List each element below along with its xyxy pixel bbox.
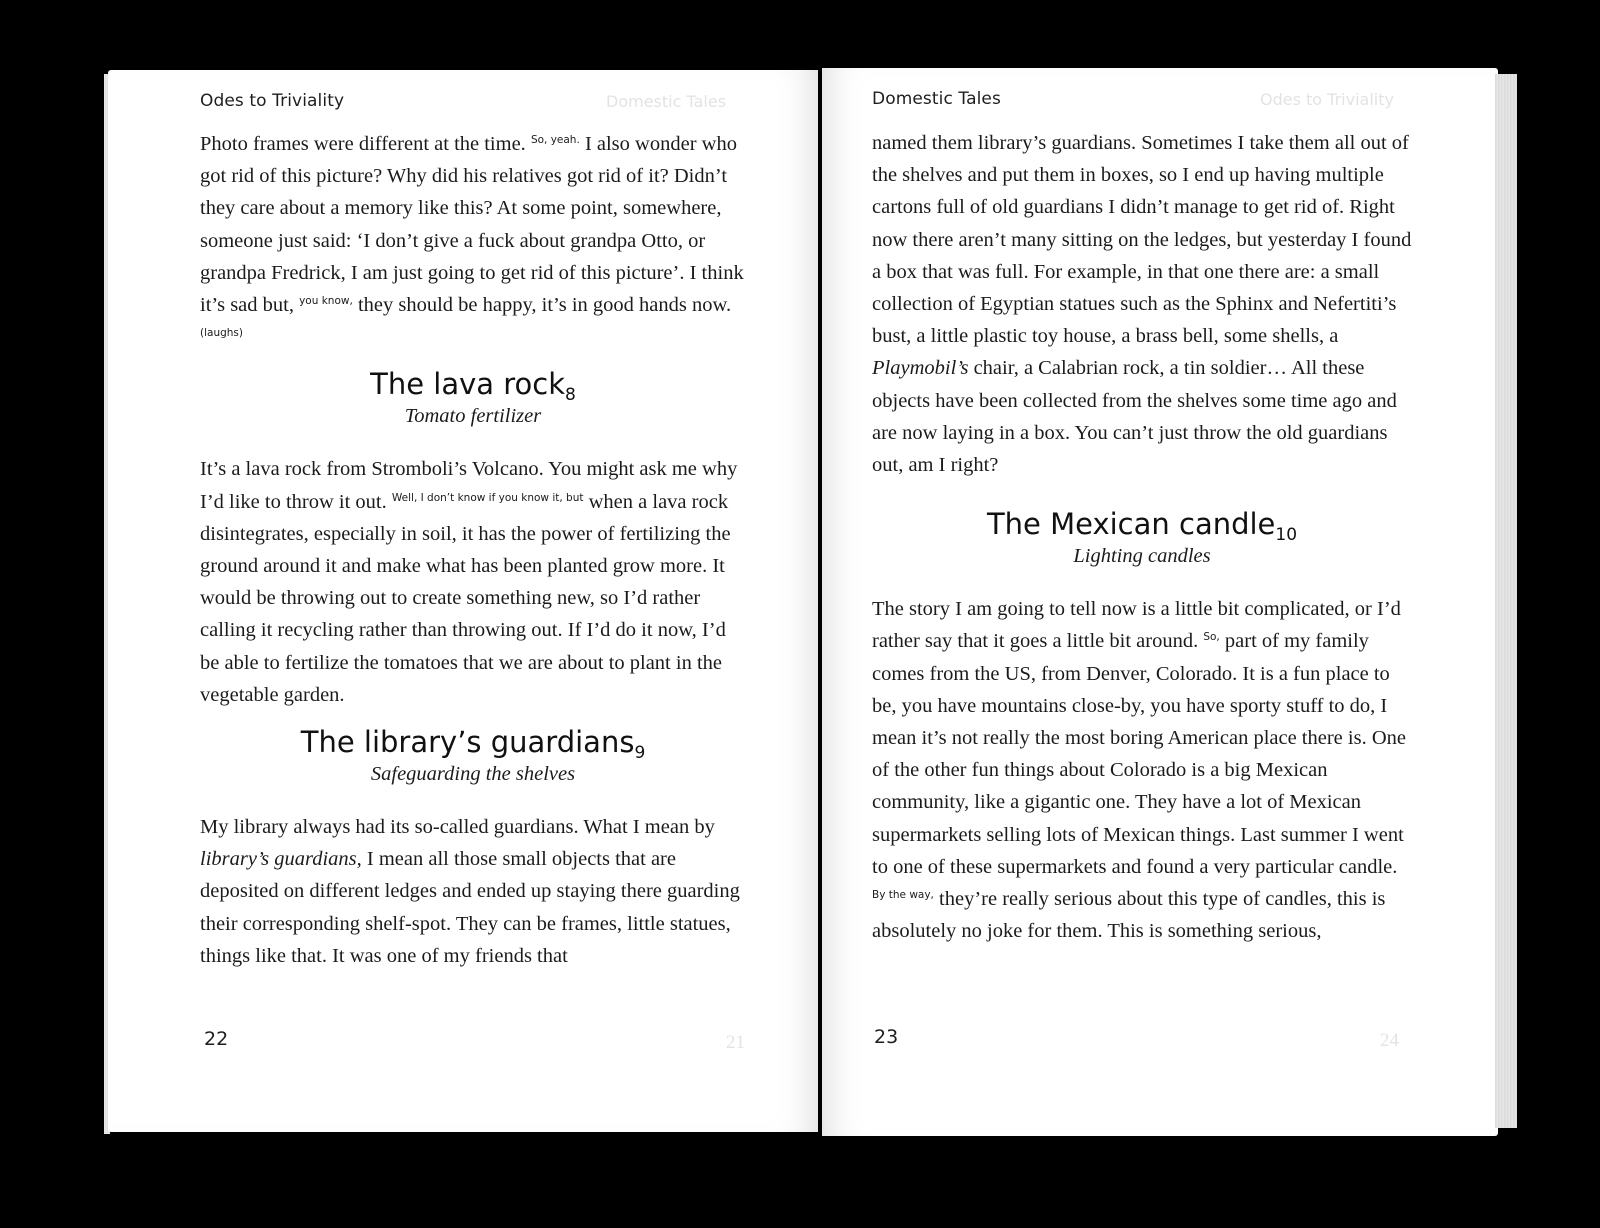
show-through-folio: 21 [726, 1032, 745, 1053]
section-heading-mexican-candle: The Mexican candle$_{10}$ [986, 507, 1298, 546]
left-page [108, 70, 818, 1132]
margin-note: (laughs) [200, 327, 243, 340]
section-heading-library-guardians: The library’s guardians$_9$ [300, 725, 646, 763]
section-number: 9 [634, 742, 646, 763]
margin-note: Well, I don’t know if you know it, but [391, 491, 584, 504]
margin-note: So, [1203, 631, 1220, 644]
right-text-column [872, 127, 1412, 947]
margin-note: So, yeah. [530, 134, 580, 147]
margin-note: By the way, [872, 889, 934, 902]
section-subtitle: Lighting candles [1073, 545, 1211, 568]
paragraph-intro: Photo frames were different at the time. $^{So, yeah.}$ I also wonder who got rid of this picture? Why did his relatives got rid of it? Didn’t they care about a memory like this? At some point, somewhere, someone just said: ‘I don’t give a fuck about grandpa Otto, or grandpa Fredrick, I am just going to get rid of this picture’. I think it’s sad but, $^{you know,}$ they should be happy, it’s in good hands now. $^{(laughs)}$ [200, 133, 744, 340]
page-number: 22 [204, 1028, 229, 1050]
left-text-column [200, 128, 746, 972]
paragraph-continued: named them library’s guardians. Sometimes I take them all out of the shelves and put them in boxes, so I end up having multiple cartons full of old guardians I didn’t manage to get rid of. Right now there aren’t many sitting on the ledges, but yesterday I found a box that was full. For example, in that one there are: a small collection of Egyptian statues such as the Sphinx and Nefertiti’s bust, a little plastic toy house, a brass bell, some shells, a Playmobil’s chair, a Calabrian rock, a tin soldier… All these objects have been collected from the shelves some time ago and are now laying in a box. You can’t just throw the old guardians out, am I right? [872, 132, 1412, 477]
section-subtitle: Tomato fertilizer [404, 405, 542, 428]
show-through-running-head: Odes to Triviality [1260, 90, 1394, 109]
paragraph-lava-rock: It’s a lava rock from Stromboli’s Volcano. You might ask me why I’d like to throw it out. $^{Well, I don’t know if you know it, but}$ when a lava rock disintegrates, especially in soil, it has the power of fertilizing the ground around it and make what has been planted grow more. It would be throwing out to create something new, so I’d rather calling it recycling rather than throwing out. If I’d do it now, I’d be able to fertilize the tomatoes that we are about to plant in the vegetable garden. [200, 458, 738, 706]
section-number: 10 [1275, 525, 1298, 546]
margin-note: you know, [299, 295, 353, 308]
paragraph-mexican-candle: The story I am going to tell now is a little bit complicated, or I’d rather say that it goes a little bit around. $^{So,}$ part of my family comes from the US, from Denver, Colorado. It is a fun place to be, you have mountains close-by, you have sporty stuff to do, I mean it’s not really the most boring American place there is. One of the other fun things about Colorado is a big Mexican community, like a gigantic one. They have a lot of Mexican supermarkets selling lots of Mexican things. Last summer I went to one of these supermarkets and found a very particular candle. $^{By the way,}$ they’re really serious about this type of candles, this is absolutely no joke for them. This is something serious, [872, 598, 1406, 943]
show-through-folio: 24 [1380, 1030, 1399, 1051]
running-head: Domestic Tales [872, 89, 1001, 109]
running-head: Odes to Triviality [200, 91, 345, 111]
section-heading-lava-rock: The lava rock$_8$ [370, 367, 576, 406]
paragraph-library-guardians: My library always had its so-called guardians. What I mean by library’s guardians, I mean all those small objects that are deposited on different ledges and ended up staying there guarding their corresponding shelf-spot. They can be frames, little statues, things like that. It was one of my friends that [200, 816, 740, 967]
page-number: 23 [874, 1026, 899, 1048]
right-page [822, 68, 1498, 1136]
section-number: 8 [565, 385, 576, 406]
page-block-edge-right [1495, 74, 1517, 1128]
show-through-running-head: Domestic Tales [606, 92, 727, 111]
section-subtitle: Safeguarding the shelves [370, 763, 576, 786]
